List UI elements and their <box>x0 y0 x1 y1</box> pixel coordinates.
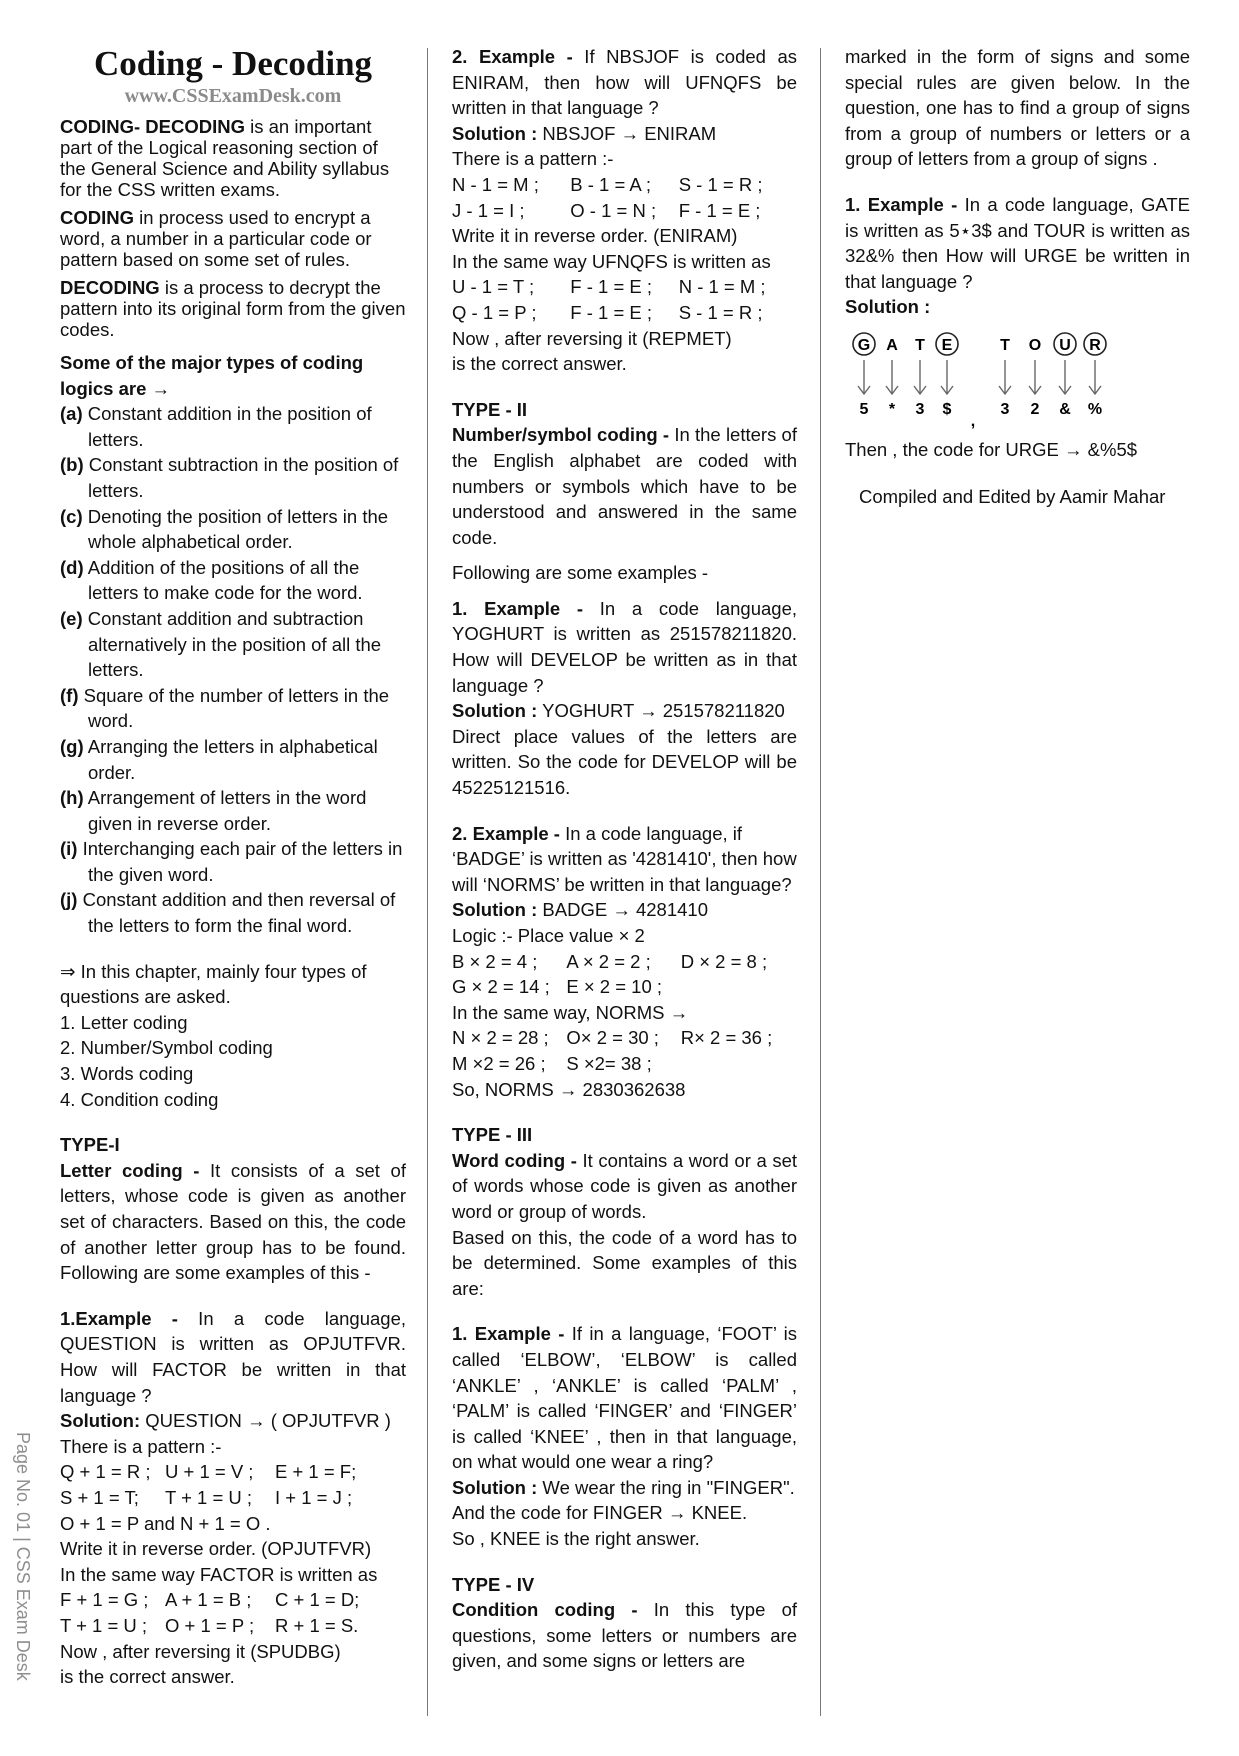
code-symbol: & <box>1059 400 1071 418</box>
code-symbol: 5 <box>859 400 869 418</box>
code-symbol: 2 <box>1030 400 1040 418</box>
solution-2-label: Solution : <box>452 122 538 144</box>
example-5-question <box>452 1321 797 1475</box>
correct-answer-1: is the correct answer. <box>60 1666 235 1688</box>
solution-1 <box>60 1408 406 1434</box>
coding-logic-text: Denoting the position of letters in the whole alphabetical order. <box>82 505 389 553</box>
so-4: So, NORMS → 2830362638 <box>452 1078 686 1100</box>
solution-2 <box>452 121 797 147</box>
type1-text: It consists of a set of letters, whose code is given as another set of characters. Based on this, the code of another letter group has to be found. Following are some examples of this - <box>60 1159 406 1284</box>
equation-cell: E + 1 = F; <box>275 1461 357 1483</box>
type3-text: It contains a word or a set of words whose code is given as another word or group of words. <box>452 1149 798 1222</box>
reverse-note-1: Write it in reverse order. (OPJUTFVR) <box>60 1538 372 1560</box>
type3-heading: TYPE - III <box>452 1124 533 1146</box>
source-letter: G <box>857 336 871 354</box>
coding-logic-tag: (i) <box>60 838 78 860</box>
coding-logic-tag: (a) <box>60 403 83 425</box>
solution-3-explanation: Direct place values of the letters are written. So the code for DEVELOP will be 45225121516. <box>452 725 797 799</box>
equation-cell: N × 2 = 28 ; <box>452 1027 549 1049</box>
source-letter: E <box>941 336 953 354</box>
equation-row <box>452 172 797 198</box>
solution-5-more-1: And the code for FINGER → KNEE. <box>452 1502 748 1524</box>
coding-logic-tag: (c) <box>60 505 83 527</box>
type4-label: Condition coding - <box>452 1599 638 1621</box>
following-examples: Following are some examples - <box>452 562 709 584</box>
site-url: www.CSSExamDesk.com <box>124 85 342 107</box>
equation-row <box>452 274 797 300</box>
code-symbol: % <box>1087 400 1103 418</box>
coding-logic-item <box>60 683 406 734</box>
type3-label: Word coding - <box>452 1149 577 1171</box>
question-type-item: 4. Condition coding <box>60 1088 219 1110</box>
equation-row <box>60 1459 406 1485</box>
example-2-text: If NBSJOF is coded as ENIRAM, then how will UFNQFS be written in that language ? <box>452 46 798 119</box>
equation-cell <box>681 974 797 1000</box>
logic-4: Logic :- Place value × 2 <box>452 925 645 946</box>
term-decoding: DECODING <box>60 277 160 298</box>
coding-logic-item <box>60 452 406 503</box>
example-5-label: 1. Example - <box>452 1323 565 1345</box>
example-1-text: In a code language, QUESTION is written as OPJUTFVR. How will FACTOR be written in that language ? <box>60 1307 407 1406</box>
source-letter: U <box>1059 336 1071 354</box>
same-way-note-1: In the same way FACTOR is written as <box>60 1563 378 1585</box>
reverse-note-2: Write it in reverse order. (ENIRAM) <box>452 225 738 247</box>
equation-cell: N - 1 = M ; <box>678 276 766 298</box>
equation-cell: F - 1 = E ; <box>570 301 653 323</box>
solution-5-more-2: So , KNEE is the right answer. <box>452 1528 700 1550</box>
equations-1 <box>60 1459 406 1510</box>
example-6-text: In a code language, GATE is written as 5⋆3$ and TOUR is written as 32&% then How will URGE be written in that language ? <box>845 193 1190 292</box>
example-3-text: In a code language, YOGHURT is written as 251578211820. How will DEVELOP be written as in that language ? <box>452 597 797 696</box>
coding-logic-text: Constant addition in the position of letters. <box>82 403 372 450</box>
equation-row <box>60 1587 406 1613</box>
intro-text-3: is a process to decrypt the pattern into its original form from the given codes. <box>60 277 406 340</box>
code-symbol: 3 <box>915 400 925 418</box>
coding-logic-item <box>60 887 406 938</box>
equation-row <box>452 300 797 326</box>
coding-logic-tag: (d) <box>60 556 84 578</box>
source-letter: O <box>1028 336 1042 354</box>
solution-4-text: BADGE → 4281410 <box>537 899 709 921</box>
equation-cell: R + 1 = S. <box>275 1614 359 1636</box>
source-letter: R <box>1089 336 1101 354</box>
type2-description <box>452 422 797 550</box>
coding-logic-item <box>60 606 406 683</box>
coding-logic-tag: (h) <box>60 787 84 809</box>
type4-continuation: marked in the form of signs and some special rules are given below. In the question, one has to find a group of signs from a group of numbers or letters or a group of letters from a group of signs . <box>845 46 1190 170</box>
same-way-note-2: In the same way UFNQFS is written as <box>452 250 771 272</box>
coding-logic-tag: (e) <box>60 607 83 629</box>
example-2-label: 2. Example - <box>452 46 573 67</box>
example-6-question <box>845 192 1190 294</box>
coding-logic-tag: (g) <box>60 735 84 757</box>
solution-3 <box>452 698 797 724</box>
example-3-question <box>452 596 797 698</box>
equation-cell: S - 1 = R ; <box>678 301 763 323</box>
equation-cell: U - 1 = T ; <box>452 276 535 298</box>
type1-label: Letter coding - <box>60 1159 200 1181</box>
intro-coding <box>60 207 406 270</box>
equation-cell: A + 1 = B ; <box>165 1589 252 1611</box>
solution-3-text: YOGHURT → 251578211820 <box>537 700 785 722</box>
equation-cell: S - 1 = R ; <box>678 173 763 195</box>
source-letter: A <box>886 336 898 354</box>
major-logics-heading: Some of the major types of coding logics are → <box>60 352 364 399</box>
example-1-label: 1.Example - <box>60 1307 178 1329</box>
question-type-item: 1. Letter coding <box>60 1011 188 1033</box>
equation-cell: I + 1 = J ; <box>275 1486 353 1508</box>
equation-cell: E × 2 = 10 ; <box>566 976 663 998</box>
source-letter: T <box>915 336 925 354</box>
example-4-label: 2. Example - <box>452 822 560 844</box>
coding-logic-item <box>60 836 406 887</box>
coding-logic-text: Arrangement of letters in the word given in reverse order. <box>83 787 367 834</box>
equation-row <box>452 198 797 224</box>
coding-logic-item <box>60 555 406 606</box>
equation-cell: B - 1 = A ; <box>570 173 652 195</box>
coding-logic-tag: (f) <box>60 684 79 706</box>
solution-1-text: QUESTION → ( OPJUTFVR ) <box>140 1410 391 1432</box>
pattern-label-1: There is a pattern :- <box>60 1435 222 1457</box>
coding-logic-text: Constant addition and subtraction alternatively in the position of all the letters. <box>82 607 382 681</box>
coding-logic-tag: (b) <box>60 454 84 476</box>
equation-cell: O - 1 = N ; <box>570 199 657 221</box>
equation-cell: M ×2 = 26 ; <box>452 1052 546 1074</box>
type3-description <box>452 1148 797 1225</box>
separator-comma: , <box>970 412 976 430</box>
solution-5-label: Solution : <box>452 1476 538 1498</box>
equation-cell: F - 1 = E ; <box>678 199 761 221</box>
coding-logic-item <box>60 734 406 785</box>
equation-cell: F + 1 = G ; <box>60 1589 149 1611</box>
equations-2b <box>452 274 797 325</box>
equation-cell: Q + 1 = R ; <box>60 1461 151 1483</box>
equation-row <box>452 1051 797 1077</box>
coding-logic-text: Square of the number of letters in the word. <box>78 684 390 732</box>
intro-text-2: in process used to encrypt a word, a number in a particular code or pattern based on some set of rules. <box>60 207 372 270</box>
solution-2-text: NBSJOF → ENIRAM <box>537 122 717 144</box>
side-page-label: Page No. 01 | CSS Exam Desk <box>13 1432 33 1681</box>
correct-answer-2: is the correct answer. <box>452 353 627 375</box>
equation-cell: O× 2 = 30 ; <box>566 1027 659 1049</box>
intro-text-1: is an important part of the Logical reasoning section of the General Science and Ability syllabus for the CSS written exams. <box>60 116 390 200</box>
solution-6 <box>845 294 1190 320</box>
after-reversing-2: Now , after reversing it (REPMET) <box>452 327 732 349</box>
equation-cell: D × 2 = 8 ; <box>680 950 768 972</box>
code-symbol: $ <box>942 400 952 418</box>
equation-cell: T + 1 = U ; <box>165 1486 253 1508</box>
question-types-list <box>60 1010 406 1112</box>
same-way-note-4: In the same way, NORMS → <box>452 1001 689 1023</box>
page-title: Coding - Decoding <box>93 44 373 83</box>
equation-row <box>60 1613 406 1639</box>
example-2-question <box>452 44 797 121</box>
coding-logic-tag: (j) <box>60 889 78 911</box>
equation-cell: A × 2 = 2 ; <box>566 950 651 972</box>
chapter-note: ⇒ In this chapter, mainly four types of questions are asked. <box>60 960 367 1008</box>
equation-cell: Q - 1 = P ; <box>452 301 537 323</box>
coding-logic-text: Interchanging each pair of the letters in the given word. <box>77 838 403 885</box>
equations-4 <box>452 949 797 1000</box>
equation-cell: G × 2 = 14 ; <box>452 976 550 998</box>
equation-row <box>452 1025 797 1051</box>
code-mapping-svg <box>845 330 1145 430</box>
type2-heading: TYPE - II <box>452 398 528 420</box>
equation-cell: N - 1 = M ; <box>452 173 539 195</box>
solution-3-label: Solution : <box>452 700 538 722</box>
equation-cell: S ×2= 38 ; <box>566 1052 652 1074</box>
solution-1-label: Solution: <box>60 1410 141 1432</box>
example-1-question <box>60 1306 406 1408</box>
equation-cell: O + 1 = P ; <box>165 1614 255 1636</box>
example-4-text: In a code language, if ‘BADGE’ is written as '4281410', then how will ‘NORMS’ be written in that language? <box>452 822 797 895</box>
example-3-label: 1. Example - <box>452 597 584 619</box>
equation-row <box>60 1485 406 1511</box>
column-3 <box>845 42 1190 510</box>
solution-4-label: Solution : <box>452 899 538 921</box>
coding-logic-text: Addition of the positions of all the letters to make code for the word. <box>83 556 363 604</box>
solution-4 <box>452 897 797 923</box>
example-4-question <box>452 821 797 898</box>
term-coding-decoding: CODING- DECODING <box>60 116 245 137</box>
coding-logic-item <box>60 401 406 452</box>
equation-row <box>452 974 797 1000</box>
column-divider-right <box>820 48 821 1716</box>
term-coding: CODING <box>60 207 134 228</box>
question-type-item: 2. Number/Symbol coding <box>60 1037 273 1059</box>
equation-cell: F - 1 = E ; <box>570 276 653 298</box>
equations-1b <box>60 1587 406 1638</box>
intro-decoding <box>60 277 406 340</box>
code-symbol: 3 <box>1000 400 1010 418</box>
type4-heading: TYPE - IV <box>452 1573 535 1595</box>
question-type-item: 3. Words coding <box>60 1063 194 1085</box>
type4-text: In this type of questions, some letters or numbers are given, and some signs or letters are <box>452 1599 797 1672</box>
equations-2 <box>452 172 797 223</box>
column-2 <box>452 42 797 1674</box>
column-1 <box>60 42 406 1690</box>
equation-cell: T + 1 = U ; <box>60 1614 148 1636</box>
coding-logics-list <box>60 401 406 938</box>
credit-line: Compiled and Edited by Aamir Mahar <box>859 486 1166 508</box>
type2-text: In the letters of the English alphabet are coded with numbers or symbols which have to be understood and answered in the same code. <box>452 424 797 548</box>
coding-logic-item <box>60 504 406 555</box>
code-symbol: * <box>888 400 896 418</box>
equation-cell: B × 2 = 4 ; <box>452 950 538 972</box>
equation-cell: C + 1 = D; <box>275 1589 360 1611</box>
type2-label: Number/symbol coding - <box>452 424 670 446</box>
pattern-label-2: There is a pattern :- <box>452 148 614 170</box>
equation-cell: U + 1 = V ; <box>165 1461 254 1483</box>
coding-logic-item <box>60 785 406 836</box>
type4-description <box>452 1597 797 1674</box>
example-5-text: If in a language, ‘FOOT’ is called ‘ELBOW’, ‘ELBOW’ is called ‘ANKLE’ , ‘ANKLE’ is called ‘PALM’ , ‘PALM’ is called ‘FINGER’ and ‘FINGER’ is called ‘KNEE’ , then in that language, on what would one wear a ring? <box>452 1323 797 1473</box>
equation-1-tail: O + 1 = P and N + 1 = O . <box>60 1512 271 1534</box>
solution-5-text: We wear the ring in "FINGER". <box>537 1476 795 1498</box>
after-reversing-1: Now , after reversing it (SPUDBG) <box>60 1640 341 1662</box>
coding-logic-text: Constant subtraction in the position of letters. <box>83 454 399 501</box>
final-code-result: Then , the code for URGE → &%5$ <box>845 438 1138 460</box>
source-letter: T <box>1000 336 1010 354</box>
type3-more: Based on this, the code of a word has to be determined. Some examples of this are: <box>452 1226 797 1299</box>
equations-4b <box>452 1025 797 1076</box>
type1-description <box>60 1158 406 1286</box>
equation-cell: S + 1 = T; <box>60 1486 139 1508</box>
coding-logic-text: Constant addition and then reversal of the letters to form the final word. <box>77 889 396 937</box>
equation-cell: J - 1 = I ; <box>452 199 525 221</box>
solution-5 <box>452 1475 797 1501</box>
example-6-label: 1. Example - <box>845 193 958 215</box>
coding-logic-text: Arranging the letters in alphabetical order. <box>83 735 378 783</box>
column-divider-left <box>427 48 428 1716</box>
type1-heading: TYPE-I <box>60 1134 120 1156</box>
equation-cell: R× 2 = 36 ; <box>680 1027 773 1049</box>
solution-6-label: Solution : <box>845 296 931 318</box>
code-mapping-diagram <box>845 330 1190 437</box>
equation-row <box>452 949 797 975</box>
equation-cell <box>681 1051 797 1077</box>
intro-coding-decoding <box>60 116 406 200</box>
